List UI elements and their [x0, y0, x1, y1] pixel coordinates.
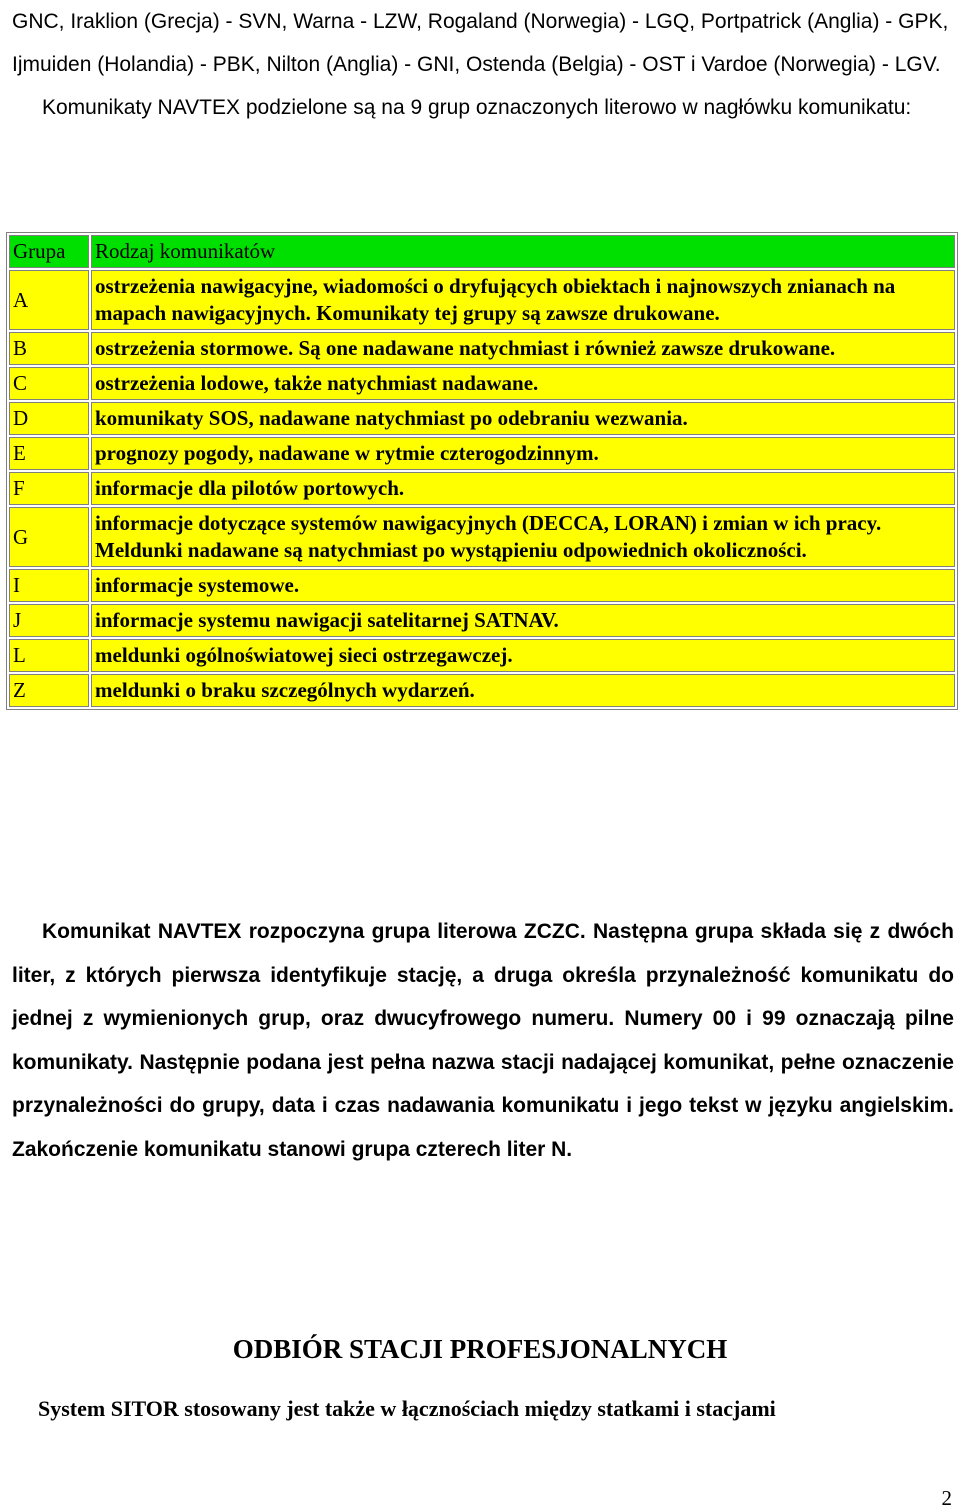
- group-code: F: [9, 472, 89, 505]
- group-code: J: [9, 604, 89, 637]
- group-code: C: [9, 367, 89, 400]
- table-row: [9, 437, 955, 470]
- section-title: ODBIÓR STACJI PROFESJONALNYCH: [232, 1334, 728, 1364]
- table-row: [9, 674, 955, 707]
- group-description: meldunki ogólnoświatowej sieci ostrzegawczej.: [91, 639, 955, 672]
- group-description: ostrzeżenia lodowe, także natychmiast nadawane.: [91, 367, 955, 400]
- group-description: informacje systemu nawigacji satelitarnej SATNAV.: [91, 604, 955, 637]
- table-row: [9, 604, 955, 637]
- group-description: informacje systemowe.: [91, 569, 955, 602]
- group-description: meldunki o braku szczególnych wydarzeń.: [91, 674, 955, 707]
- table-row: [9, 367, 955, 400]
- table-row: [9, 402, 955, 435]
- group-code: E: [9, 437, 89, 470]
- group-code: I: [9, 569, 89, 602]
- navtex-groups-table: [6, 232, 958, 710]
- navtex-format-paragraph: [12, 910, 954, 1171]
- header-group: Grupa: [9, 235, 89, 268]
- group-code: Z: [9, 674, 89, 707]
- table-row: [9, 472, 955, 505]
- group-code: B: [9, 332, 89, 365]
- table-row: [9, 332, 955, 365]
- group-description: ostrzeżenia stormowe. Są one nadawane natychmiast i również zawsze drukowane.: [91, 332, 955, 365]
- section-text: System SITOR stosowany jest także w łącznościach między statkami i stacjami: [38, 1396, 776, 1421]
- table-header-row: [9, 235, 955, 268]
- table-row: [9, 569, 955, 602]
- group-code: G: [9, 507, 89, 567]
- header-type: Rodzaj komunikatów: [91, 235, 955, 268]
- intro-continuation: GNC, Iraklion (Grecja) - SVN, Warna - LZW, Rogaland (Norwegia) - LGQ, Portpatrick (Anglia) - GPK, Ijmuiden (Holandia) - PBK, Nilton (Anglia) - GNI, Ostenda (Belgia) - OST i Vardoe (Norwegia) - LGV.: [12, 10, 949, 76]
- group-description: informacje dotyczące systemów nawigacyjnych (DECCA, LORAN) i zmian w ich pracy. Meldunki nadawane są natychmiast po wystąpieniu odpowiednich okoliczności.: [91, 507, 955, 567]
- table-row: [9, 507, 955, 567]
- group-code: L: [9, 639, 89, 672]
- group-description: komunikaty SOS, nadawane natychmiast po odebraniu wezwania.: [91, 402, 955, 435]
- group-description: ostrzeżenia nawigacyjne, wiadomości o dryfujących obiektach i najnowszych znianach na mapach nawigacyjnych. Komunikaty tej grupy są zawsze drukowane.: [91, 270, 955, 330]
- page-number: 2: [941, 1486, 952, 1510]
- intro-text: [12, 0, 954, 129]
- group-code: A: [9, 270, 89, 330]
- group-description: informacje dla pilotów portowych.: [91, 472, 955, 505]
- group-description: prognozy pogody, nadawane w rytmie czterogodzinnym.: [91, 437, 955, 470]
- table-row: [9, 270, 955, 330]
- group-code: D: [9, 402, 89, 435]
- navtex-format-text: Komunikat NAVTEX rozpoczyna grupa literowa ZCZC. Następna grupa składa się z dwóch liter, z których pierwsza identyfikuje stację, a druga określa przynależność komunikatu do jednej z wymienionych grup, oraz dwucyfrowego numeru. Numery 00 i 99 oznaczają pilne komunikaty. Następnie podana jest pełna nazwa stacji nadającej komunikat, pełne oznaczenie przynależności do grupy, data i czas nadawania komunikatu i jego tekst w języku angielskim. Zakończenie komunikatu stanowi grupa czterech liter N.: [12, 920, 954, 1161]
- intro-groups-sentence: Komunikaty NAVTEX podzielone są na 9 grup oznaczonych literowo w nagłówku komunikatu:: [42, 96, 912, 119]
- table-row: [9, 639, 955, 672]
